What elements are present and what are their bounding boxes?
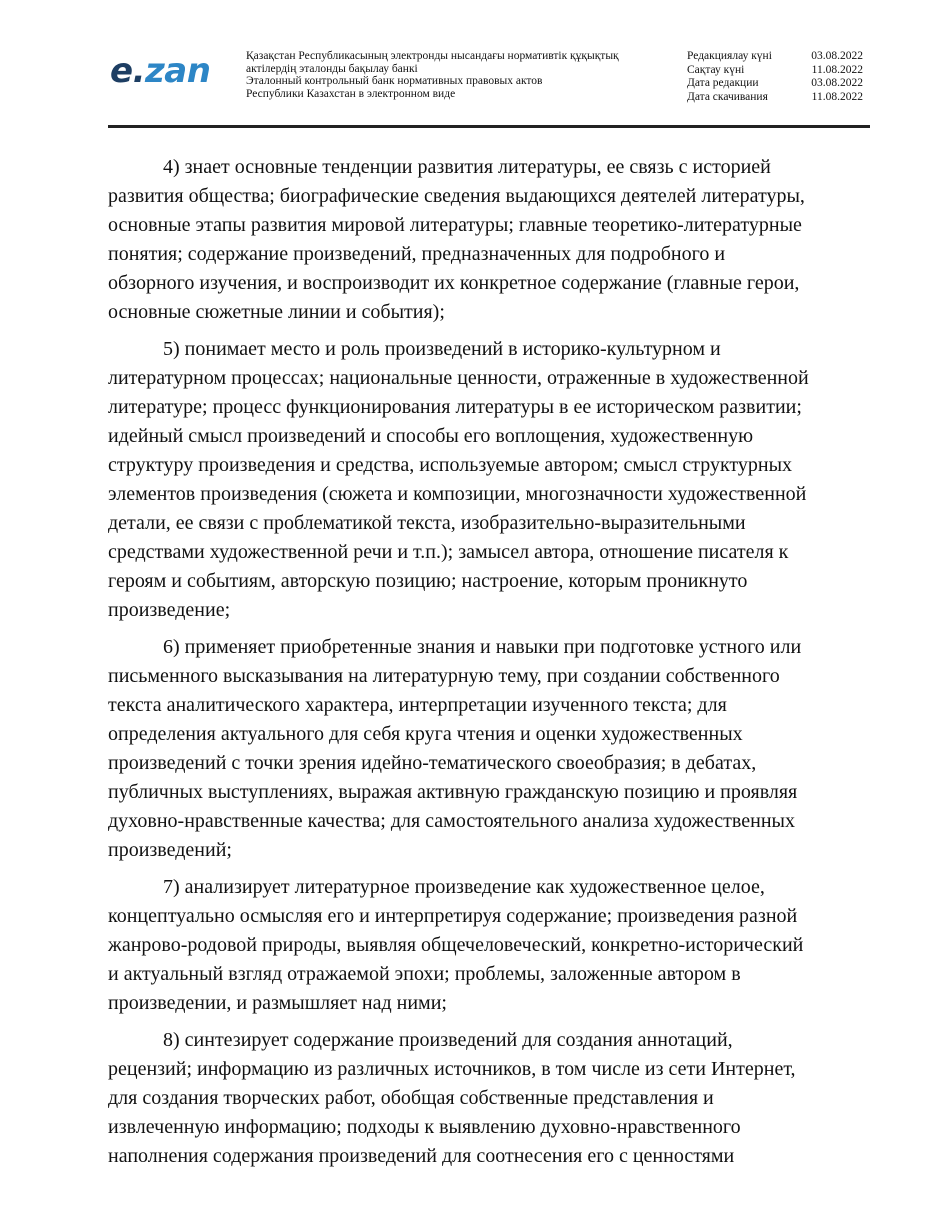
date-value: 11.08.2022 bbox=[811, 90, 863, 103]
document-body bbox=[108, 153, 866, 1179]
bank-info-line: Республики Казахстан в электронном виде bbox=[246, 87, 456, 100]
text-line: и актуальный взгляд отражаемой эпохи; проблемы, заложенные автором в bbox=[108, 963, 741, 985]
ezan-logo[interactable] bbox=[110, 51, 211, 91]
page-header bbox=[108, 0, 870, 128]
text-line: литературе; процесс функционирования литературы в ее историческом развитии; bbox=[108, 396, 802, 418]
date-label: Дата редакции bbox=[687, 77, 759, 89]
paragraph-8 bbox=[108, 1026, 866, 1171]
date-table bbox=[687, 50, 863, 104]
date-row-download-ru bbox=[687, 91, 863, 105]
text-line: рецензий; информацию из различных источников, в том числе из сети Интернет, bbox=[108, 1058, 796, 1080]
date-label: Редакциялау күні bbox=[687, 50, 772, 62]
text-line: 6) применяет приобретенные знания и навыки при подготовке устного или bbox=[163, 636, 802, 658]
text-line: письменного высказывания на литературную тему, при создании собственного bbox=[108, 665, 780, 687]
logo-zan: zan bbox=[144, 51, 211, 91]
text-line: понятия; содержание произведений, предназначенных для подробного и bbox=[108, 243, 726, 265]
text-line: определения актуального для себя круга чтения и оценки художественных bbox=[108, 723, 743, 745]
logo-dot: . bbox=[132, 51, 145, 91]
text-line: 5) понимает место и роль произведений в историко-культурном и bbox=[163, 338, 721, 360]
date-row-save-kz bbox=[687, 64, 863, 78]
text-line: для создания творческих работ, обобщая собственные представления и bbox=[108, 1087, 714, 1109]
text-line: средствами художественной речи и т.п.); замысел автора, отношение писателя к bbox=[108, 541, 789, 563]
text-line: концептуально осмысляя его и интерпретируя содержание; произведения разной bbox=[108, 905, 798, 927]
text-line: обзорного изучения, и воспроизводит их конкретное содержание (главные герои, bbox=[108, 272, 800, 294]
text-line: идейный смысл произведений и способы его воплощения, художественную bbox=[108, 425, 754, 447]
date-label: Дата скачивания bbox=[687, 90, 768, 103]
paragraph-4 bbox=[108, 153, 866, 327]
header-divider bbox=[108, 125, 870, 128]
text-line: извлеченную информацию; подходы к выявлению духовно-нравственного bbox=[108, 1116, 741, 1138]
date-value: 03.08.2022 bbox=[811, 77, 863, 89]
date-label: Сақтау күні bbox=[687, 63, 745, 76]
text-line: основные этапы развития мировой литературы; главные теоретико-литературные bbox=[108, 214, 802, 236]
text-line: произведений с точки зрения идейно-тематического своеобразия; в дебатах, bbox=[108, 752, 757, 774]
logo-e: e bbox=[110, 51, 133, 91]
text-line: наполнения содержания произведений для соотнесения его с ценностями bbox=[108, 1145, 735, 1167]
date-row-edit-kz bbox=[687, 50, 863, 64]
text-line: духовно-нравственные качества; для самостоятельного анализа художественных bbox=[108, 810, 795, 832]
text-line: развития общества; биографические сведения выдающихся деятелей литературы, bbox=[108, 185, 805, 207]
paragraph-5 bbox=[108, 335, 866, 625]
date-row-edit-ru bbox=[687, 77, 863, 91]
text-line: произведении, и размышляет над ними; bbox=[108, 992, 447, 1014]
text-line: публичных выступлениях, выражая активную гражданскую позицию и проявляя bbox=[108, 781, 798, 803]
text-line: героям и событиям, авторскую позицию; настроение, которым проникнуто bbox=[108, 570, 748, 592]
text-line: произведение; bbox=[108, 599, 231, 621]
date-value: 03.08.2022 bbox=[811, 50, 863, 62]
paragraph-6 bbox=[108, 633, 866, 865]
bank-info-line: Қазақстан Республикасының электронды нысандағы нормативтік құқықтық bbox=[246, 50, 619, 62]
text-line: 4) знает основные тенденции развития литературы, ее связь с историей bbox=[163, 156, 771, 178]
date-value: 11.08.2022 bbox=[811, 63, 863, 76]
bank-info-line: актілердің эталонды бақылау банкі bbox=[246, 62, 418, 75]
text-line: 7) анализирует литературное произведение как художественное целое, bbox=[163, 876, 765, 898]
text-line: структуру произведения и средства, используемые автором; смысл структурных bbox=[108, 454, 793, 476]
text-line: жанрово-родовой природы, выявляя общечеловеческий, конкретно-исторический bbox=[108, 934, 804, 956]
text-line: произведений; bbox=[108, 839, 232, 861]
text-line: литературном процессах; национальные ценности, отраженные в художественной bbox=[108, 367, 809, 389]
bank-info bbox=[246, 50, 666, 100]
text-line: 8) синтезирует содержание произведений для создания аннотаций, bbox=[163, 1029, 733, 1051]
text-line: элементов произведения (сюжета и композиции, многозначности художественной bbox=[108, 483, 807, 505]
paragraph-7 bbox=[108, 873, 866, 1018]
bank-info-line: Эталонный контрольный банк нормативных правовых актов bbox=[246, 75, 543, 87]
text-line: текста аналитического характера, интерпретации изученного текста; для bbox=[108, 694, 727, 716]
text-line: детали, ее связи с проблематикой текста, изобразительно-выразительными bbox=[108, 512, 746, 534]
text-line: основные сюжетные линии и события); bbox=[108, 301, 445, 323]
